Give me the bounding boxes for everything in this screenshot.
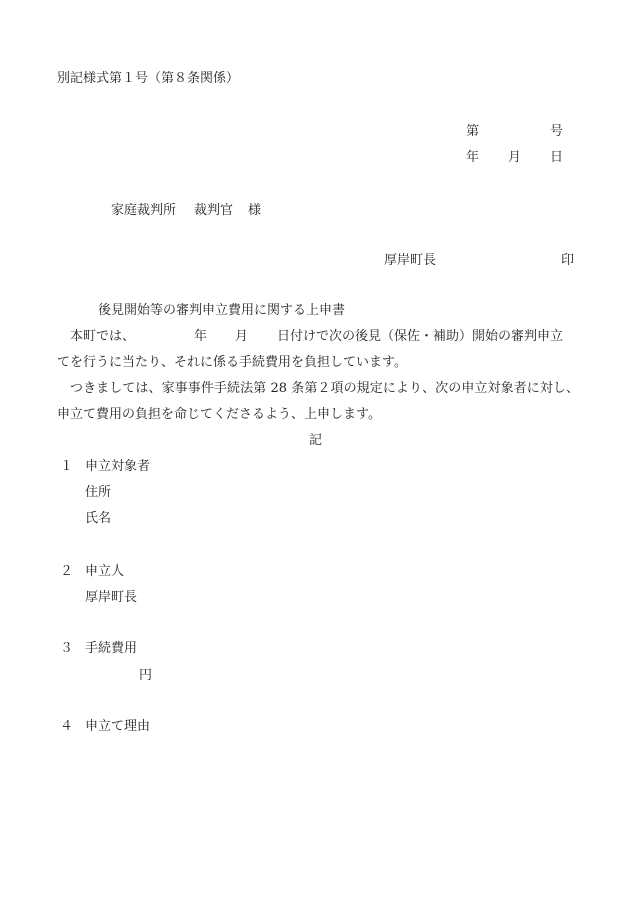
document-title: 後見開始等の審判申立費用に関する上申書 (98, 303, 346, 318)
section-2-heading: 申立人 (85, 564, 125, 579)
addressee-judge: 裁判官 (194, 203, 234, 218)
addressee-court: 家庭裁判所 (111, 203, 177, 218)
section-1-heading: 申立対象者 (85, 459, 151, 474)
date-year: 年 (466, 150, 480, 165)
date-day: 日 (550, 150, 564, 165)
sender-name: 厚岸町長 (384, 253, 437, 268)
ref-number-prefix: 第 (466, 124, 480, 139)
section-4-heading: 申立て理由 (85, 719, 151, 734)
section-1-number: １ (60, 459, 74, 474)
para1-lead: 本町では、 (70, 329, 136, 344)
form-label: 別記様式第１号（第８条関係） (57, 71, 240, 86)
section-3-heading: 手続費用 (85, 641, 138, 656)
para1-rest: 日付けで次の後見（保佐・補助）開始の審判申立 (277, 329, 564, 344)
para1-line2: てを行うに当たり、それに係る手続費用を負担しています。 (57, 355, 407, 370)
section-2-field-applicant: 厚岸町長 (85, 590, 138, 605)
seal-mark: 印 (561, 253, 575, 268)
para1-month: 月 (235, 329, 249, 344)
addressee-honorific: 様 (248, 203, 262, 218)
section-4-number: ４ (60, 719, 74, 734)
date-month: 月 (508, 150, 522, 165)
section-1-field-name: 氏名 (85, 511, 112, 526)
para1-year: 年 (194, 329, 208, 344)
section-1-field-address: 住所 (85, 485, 112, 500)
ref-number-suffix: 号 (550, 124, 564, 139)
para2: つきましては、家事事件手続法第 28 条第２項の規定により、次の申立対象者に対し、申立て費用の負担を命じてくださるよう、上申します。 (57, 381, 579, 422)
section-3-field-yen: 円 (139, 668, 153, 683)
section-3-number: ３ (60, 641, 74, 656)
ki-mark: 記 (309, 433, 323, 448)
section-2-number: ２ (60, 564, 74, 579)
